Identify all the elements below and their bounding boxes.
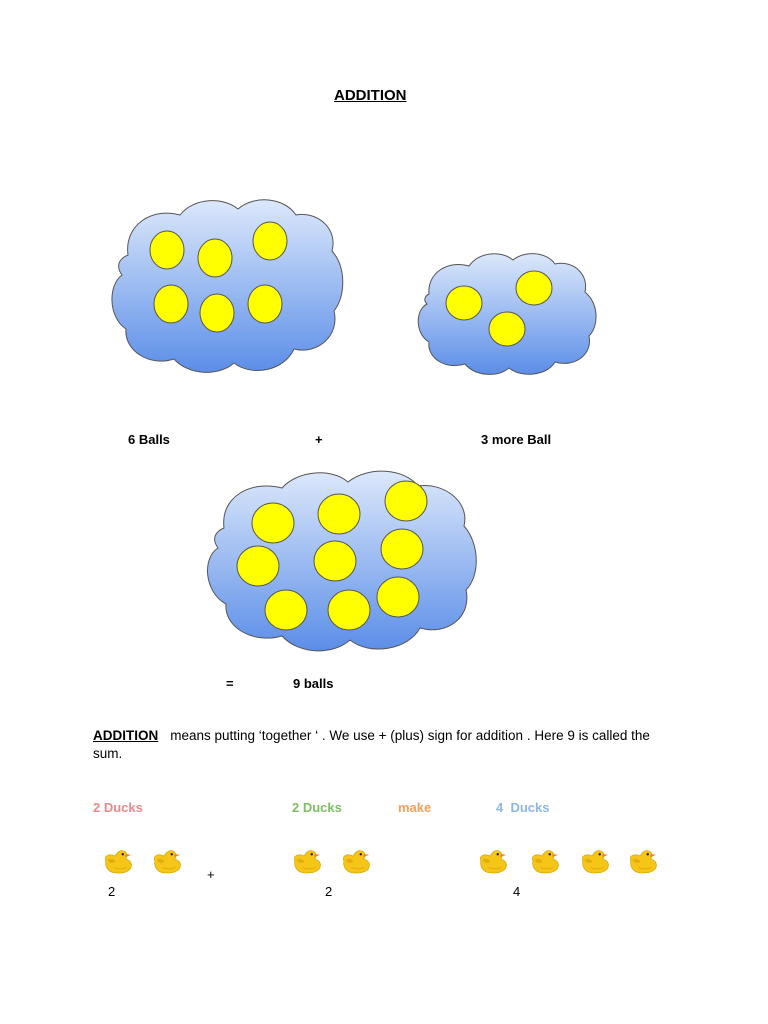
duck-icon [625,842,663,874]
caption-six-balls: 6 Balls [128,432,170,447]
page-title: ADDITION [334,87,407,104]
label-four-ducks: 4 Ducks [496,800,550,815]
count-b: 2 [325,884,333,899]
duck-icon [577,842,615,874]
ball [237,546,279,586]
ball [446,286,482,320]
ball [328,590,370,630]
definition-paragraph [93,727,673,763]
ball [385,481,427,521]
ball [200,294,234,332]
ball [198,239,232,277]
ball [516,271,552,305]
definition-text: means putting ‘together ‘ . We use + (plus) sign for addition . Here 9 is called the sum. [93,728,650,761]
cloud-three-balls [413,250,601,378]
ball [253,222,287,260]
caption-plus: + [315,432,323,447]
duck-icon [338,842,376,874]
label-make: make [398,800,432,815]
ball [489,312,525,346]
duck-icon [149,842,187,874]
ball [318,494,360,534]
ball [265,590,307,630]
label-two-ducks-b: 2 Ducks [292,800,342,815]
cloud-nine-balls [198,466,482,656]
caption-three-more: 3 more Ball [481,432,552,447]
duck-icon [475,842,513,874]
ball [381,529,423,569]
ball [248,285,282,323]
ball [154,285,188,323]
duck-icon [527,842,565,874]
label-two-ducks-a: 2 Ducks [93,800,143,815]
caption-nine-balls: 9 balls [293,676,334,691]
duck-icon [289,842,327,874]
cloud-six-balls [108,195,344,377]
ball [252,503,294,543]
ducks-plus: + [207,867,215,882]
count-a: 2 [108,884,116,899]
caption-equals: = [226,676,234,691]
definition-keyword: ADDITION [93,728,159,743]
ball [150,231,184,269]
count-c: 4 [513,884,521,899]
ball [314,541,356,581]
duck-icon [100,842,138,874]
ball [377,577,419,617]
